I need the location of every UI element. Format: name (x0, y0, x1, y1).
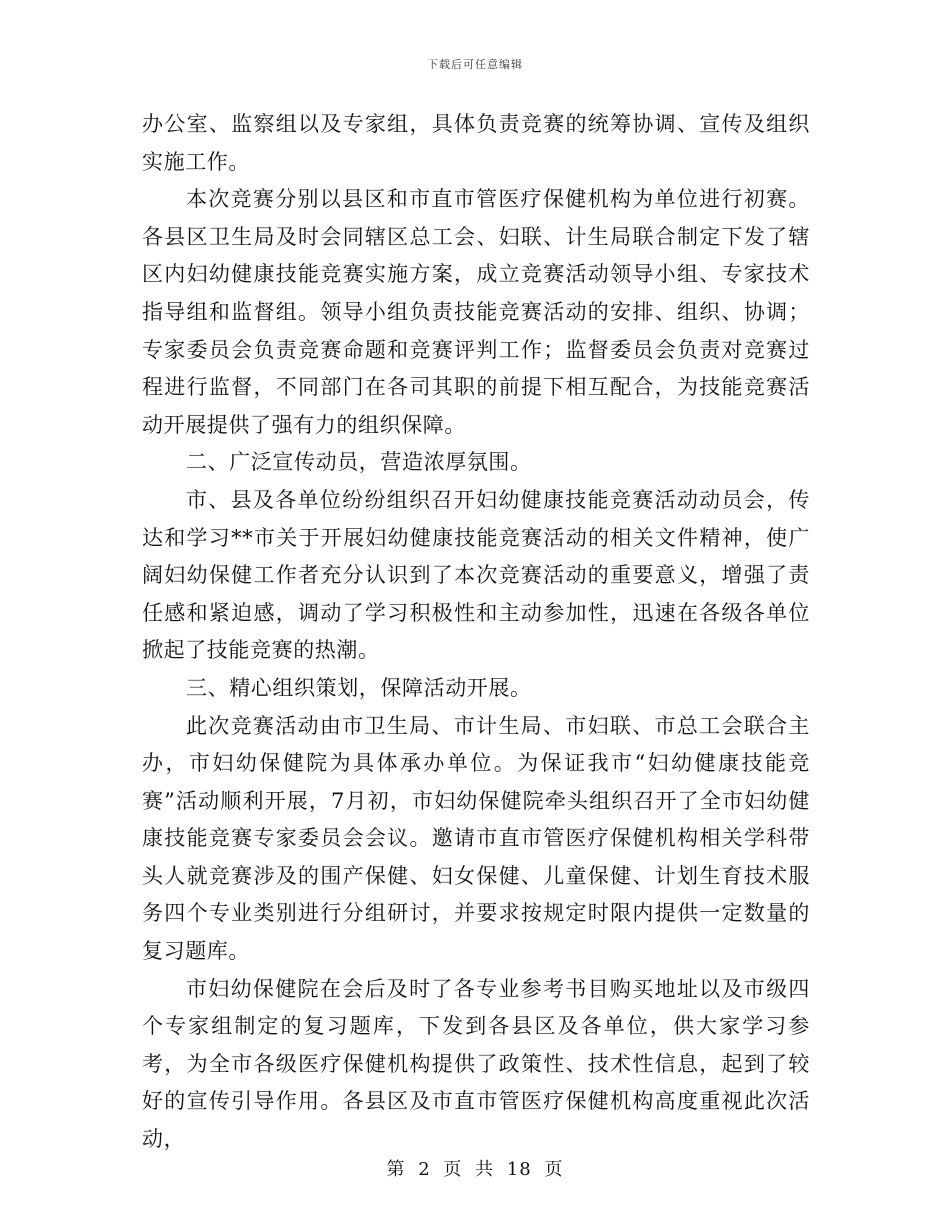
page-number: 第 2 页 共 18 页 (386, 1159, 564, 1180)
paragraph-continuation: 办公室、监察组以及专家组，具体负责竞赛的统筹协调、宣传及组织实施工作。 (142, 112, 810, 174)
page-header-note: 下载后可任意编辑 (427, 58, 523, 71)
paragraph: 市、县及各单位纷纷组织召开妇幼健康技能竞赛活动动员会，传达和学习**市关于开展妇幼健康技能竞赛活动的相关文件精神，使广阔妇幼保健工作者充分认识到了本次竞赛活动的重要意义，增强了责任感和紧迫感，调动了学习积极性和主动参加性，迅速在各级各单位掀起了技能竞赛的热潮。 (142, 487, 810, 663)
section-heading: 二、广泛宣传动员，营造浓厚氛围。 (186, 450, 532, 475)
document-body (142, 106, 810, 1159)
paragraph: 本次竞赛分别以县区和市直市管医疗保健机构为单位进行初赛。各县区卫生局及时会同辖区总工会、妇联、计生局联合制定下发了辖区内妇幼健康技能竞赛实施方案，成立竞赛活动领导小组、专家技术指导组和监督组。领导小组负责技能竞赛活动的安排、组织、协调；专家委员会负责竞赛命题和竞赛评判工作；监督委员会负责对竞赛过程进行监督，不同部门在各司其职的前提下相互配合，为技能竞赛活动开展提供了强有力的组织保障。 (142, 187, 810, 437)
section-heading: 三、精心组织策划，保障活动开展。 (186, 675, 532, 700)
paragraph: 市妇幼保健院在会后及时了各专业参考书目购买地址以及市级四个专家组制定的复习题库，下发到各县区及各单位，供大家学习参考，为全市各级医疗保健机构提供了政策性、技术性信息，起到了较好的宣传引导作用。各县区及市直市管医疗保健机构高度重视此次活动， (142, 976, 810, 1152)
paragraph: 此次竞赛活动由市卫生局、市计生局、市妇联、市总工会联合主办，市妇幼保健院为具体承办单位。为保证我市“妇幼健康技能竞赛”活动顺利开展，7月初，市妇幼保健院牵头组织召开了全市妇幼健康技能竞赛专家委员会会议。邀请市直市管医疗保健机构相关学科带头人就竞赛涉及的围产保健、妇女保健、儿童保健、计划生育技术服务四个专业类别进行分组研讨，并要求按规定时限内提供一定数量的复习题库。 (142, 713, 810, 964)
